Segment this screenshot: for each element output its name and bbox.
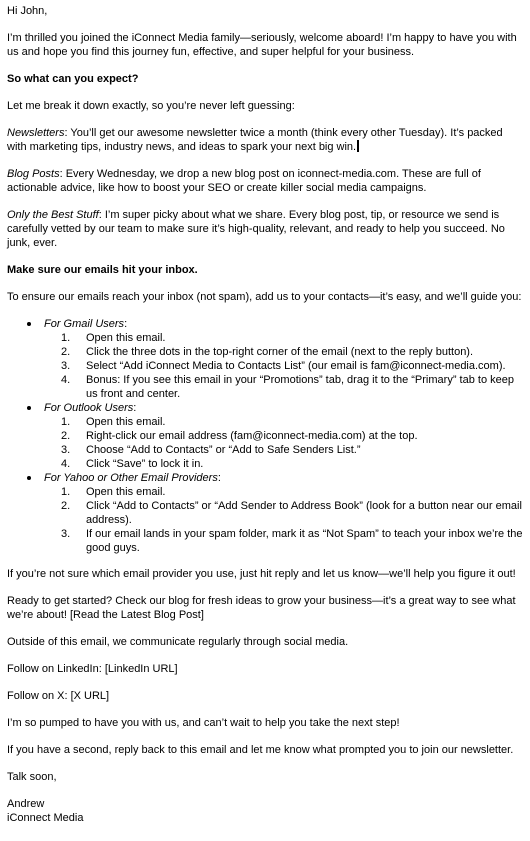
newsletters-paragraph: [7, 126, 524, 154]
step-text: Right-click our email address (fam@iconnect-media.com) at the top.: [86, 430, 418, 442]
step-number: 4.: [61, 374, 71, 386]
signature: [7, 797, 524, 825]
step-number: 2.: [61, 430, 71, 442]
step-text: Click “Add to Contacts” or “Add Sender to Address Book” (look for a button near our email address).: [86, 500, 522, 526]
x-line: Follow on X: [X URL]: [7, 690, 110, 702]
step-item: [44, 527, 524, 555]
blog-posts-text: : Every Wednesday, we drop a new blog post on iconnect-media.com. These are full of actionable advice, like how to boost your SEO or create killer social media campaigns.: [7, 168, 481, 194]
step-number: 1.: [61, 332, 71, 344]
provider-title-colon: :: [124, 318, 128, 330]
step-item: [44, 485, 524, 499]
inbox-intro: To ensure our emails reach your inbox (not spam), add us to your contacts—it’s easy, and we’ll guide you:: [7, 291, 522, 303]
step-number: 4.: [61, 458, 71, 470]
reply-paragraph: If you have a second, reply back to this email and let me know what prompted you to join our newsletter.: [7, 744, 514, 756]
step-text: Open this email.: [86, 332, 166, 344]
provider-outlook: [7, 401, 524, 471]
step-list: [44, 415, 524, 471]
inbox-heading: Make sure our emails hit your inbox.: [7, 264, 198, 276]
linkedin-line: Follow on LinkedIn: [LinkedIn URL]: [7, 663, 178, 675]
best-stuff-paragraph: [7, 208, 524, 250]
step-text: Choose “Add to Contacts” or “Add to Safe Senders List.”: [86, 444, 361, 456]
provider-list: [7, 317, 524, 555]
step-text: If our email lands in your spam folder, mark it as “Not Spam” to teach your inbox we’re the good guys.: [86, 528, 523, 554]
pumped-paragraph: I’m so pumped to have you with us, and can’t wait to help you take the next step!: [7, 717, 400, 729]
best-stuff-text: : I’m super picky about what we share. Every blog post, tip, or resource we send is carefully vetted by our team to make sure it’s high-quality, relevant, and ready to help you succeed. No junk, ever.: [7, 209, 505, 249]
step-item: [44, 331, 524, 345]
step-list: [44, 485, 524, 555]
step-item: [44, 499, 524, 527]
newsletters-text: : You’ll get our awesome newsletter twice a month (think every other Tuesday). It’s packed with marketing tips, industry news, and ideas to spark your next big win.: [7, 127, 503, 153]
signature-name: Andrew: [7, 798, 45, 810]
closing: Talk soon,: [7, 771, 57, 783]
step-number: 3.: [61, 444, 71, 456]
provider-yahoo-other: [7, 471, 524, 555]
step-text: Click the three dots in the top-right corner of the email (next to the reply button).: [86, 346, 474, 358]
step-number: 3.: [61, 528, 71, 540]
provider-title-colon: :: [217, 472, 221, 484]
blog-posts-label: Blog Posts: [7, 168, 60, 180]
signature-company: iConnect Media: [7, 812, 84, 824]
help-paragraph: If you’re not sure which email provider you use, just hit reply and let us know—we’ll help you figure it out!: [7, 568, 516, 580]
step-item: [44, 373, 524, 401]
newsletters-label: Newsletters: [7, 127, 65, 139]
step-item: [44, 429, 524, 443]
intro-paragraph: I’m thrilled you joined the iConnect Media family—seriously, welcome aboard! I’m happy to have you with us and hope you find this journey fun, effective, and super helpful for your business.: [7, 32, 517, 58]
step-text: Bonus: If you see this email in your “Promotions” tab, drag it to the “Primary” tab to keep us front and center.: [86, 374, 514, 400]
step-text: Click “Save” to lock it in.: [86, 458, 204, 470]
step-number: 3.: [61, 360, 71, 372]
step-item: [44, 443, 524, 457]
expect-heading: So what can you expect?: [7, 73, 139, 85]
step-number: 2.: [61, 500, 71, 512]
ready-paragraph: Ready to get started? Check our blog for fresh ideas to grow your business—it’s a great way to see what we’re about! [Read the Latest Blog Post]: [7, 595, 516, 621]
provider-title: For Yahoo or Other Email Providers: [44, 472, 218, 484]
step-item: [44, 457, 524, 471]
social-intro: Outside of this email, we communicate regularly through social media.: [7, 636, 349, 648]
step-number: 1.: [61, 486, 71, 498]
text-cursor: [357, 140, 359, 152]
step-text: Open this email.: [86, 416, 166, 428]
provider-title: For Outlook Users: [44, 402, 134, 414]
step-list: [44, 331, 524, 401]
step-item: [44, 415, 524, 429]
best-stuff-label: Only the Best Stuff: [7, 209, 99, 221]
step-number: 2.: [61, 346, 71, 358]
greeting: Hi John,: [7, 5, 48, 17]
step-item: [44, 345, 524, 359]
blog-posts-paragraph: [7, 167, 524, 195]
breakdown-paragraph: Let me break it down exactly, so you’re never left guessing:: [7, 100, 295, 112]
step-text: Select “Add iConnect Media to Contacts List” (our email is fam@iconnect-media.com).: [86, 360, 506, 372]
step-item: [44, 359, 524, 373]
provider-gmail: [7, 317, 524, 401]
step-text: Open this email.: [86, 486, 166, 498]
provider-title: For Gmail Users: [44, 318, 125, 330]
step-number: 1.: [61, 416, 71, 428]
provider-title-colon: :: [133, 402, 137, 414]
